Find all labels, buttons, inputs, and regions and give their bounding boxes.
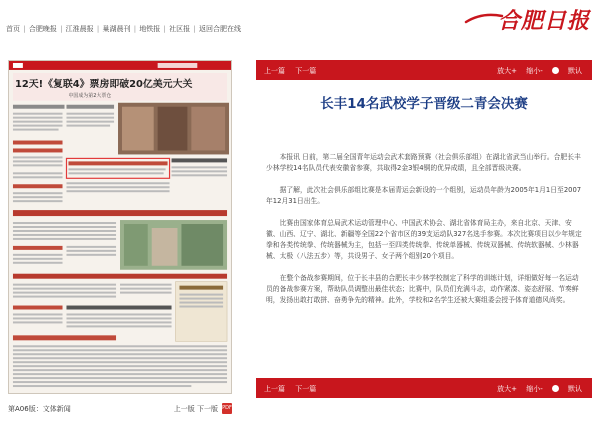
- default-circle-icon: [552, 385, 559, 392]
- article-nav-bottom: [264, 384, 324, 394]
- zoom-in-button[interactable]: 放大+: [497, 67, 517, 75]
- paper-headline: 12天!《复联4》票房即破20亿美元大关: [14, 78, 193, 90]
- nav-separator: |: [23, 25, 26, 33]
- article-title: 长丰14名武校学子晋级二青会决赛: [320, 96, 528, 112]
- default-size-label: 默认: [568, 67, 582, 75]
- prev-article-link[interactable]: 上一篇: [264, 67, 285, 75]
- default-size-button-bottom[interactable]: [552, 385, 582, 393]
- top-navigation: [0, 0, 600, 40]
- nav-separator: |: [193, 25, 196, 33]
- article-paragraph: 据了解，此次社会俱乐部组比赛是本届青运会新设的一个组别，运动员年龄为2005年1月1日至2007年12月31日出生。: [266, 186, 582, 205]
- nav-separator: |: [96, 25, 100, 33]
- site-logo[interactable]: 合肥日报: [497, 8, 590, 34]
- next-article-link-bottom[interactable]: 下一篇: [295, 385, 317, 393]
- edition-label: 第A06版：文体新闻: [8, 405, 71, 413]
- article-toolbar-bottom: [256, 378, 592, 398]
- nav-separator: |: [133, 25, 137, 33]
- font-size-controls-bottom: [490, 384, 582, 394]
- nav-jianghuai-morning[interactable]: 江淮晨报: [65, 25, 94, 33]
- next-article-link[interactable]: 下一篇: [295, 67, 317, 75]
- paper-sub-headline: 中国成为第2大票仓: [68, 92, 112, 99]
- zoom-out-button[interactable]: 缩小-: [526, 67, 543, 75]
- nav-back-hefei-online[interactable]: 返回合肥在线: [198, 25, 241, 33]
- nav-home[interactable]: 首页: [6, 25, 20, 33]
- prev-page-link[interactable]: 上一版: [173, 405, 195, 413]
- newspaper-page-image: [9, 61, 231, 393]
- nav-hefei-evening[interactable]: 合肥晚报: [28, 25, 57, 33]
- article-body: [266, 152, 584, 317]
- font-size-controls: [490, 66, 582, 76]
- prev-article-link-bottom[interactable]: 上一篇: [264, 385, 285, 393]
- nav-chaohu-morning[interactable]: 巢湖晨刊: [102, 25, 131, 33]
- default-circle-icon: [552, 67, 559, 74]
- nav-community[interactable]: 社区报: [169, 25, 191, 33]
- nav-metro[interactable]: 地铁报: [139, 25, 161, 33]
- zoom-out-button-bottom[interactable]: 缩小-: [526, 385, 543, 393]
- article-paragraph: 本报讯 日前，第二届全国青年运动会武术套路预赛（社会俱乐部组）在湖北省武当山举行。合肥长丰少林学校14名队员代表安徽省参赛，共取得2金3银4铜的优异成绩，且全部晋级决赛。: [266, 153, 581, 172]
- pdf-icon[interactable]: PDF: [222, 403, 232, 414]
- article-paragraph: 比赛由国家体育总局武术运动管理中心、中国武术协会、湖北省体育局主办，来自北京、天津、安徽、山西、辽宁、湖北、新疆等全国22个省市区的39支运动队327名选手参赛。本次比赛项目以少年规定拳和各类传统拳、传统器械为主，包括一至四类传统拳、传统单器械、传统双器械、传统软器械、少林器械、太极（八法五步）等，共设男子、女子两个组别20个项目。: [266, 219, 582, 260]
- nav-separator: |: [163, 25, 166, 33]
- nav-separator: |: [60, 25, 63, 33]
- default-size-button[interactable]: [552, 67, 582, 75]
- article-paragraph: 在整个备战参赛期间，位于长丰县的合肥长丰少林学校制定了科学的训练计划，详细做好每一名运动员的备战参赛方案，帮助队员调整出最佳状态；比赛中，队员们充满斗志，动作紧凑、姿态舒展、节奏鲜明，发扬出敢打敢拼、奋勇争先的精神。此外，学校和2名学生还被大赛组委会授予体育道德风尚奖。: [266, 274, 579, 304]
- default-size-label: 默认: [568, 385, 582, 393]
- page-navigation: [174, 404, 218, 414]
- article-nav: [264, 66, 324, 76]
- next-page-link[interactable]: 下一版: [197, 405, 218, 413]
- article-panel: [256, 60, 592, 429]
- newspaper-page-thumbnail[interactable]: [8, 60, 232, 394]
- article-toolbar-top: [256, 60, 592, 80]
- zoom-in-button-bottom[interactable]: 放大+: [497, 385, 517, 393]
- page-footer: [8, 402, 232, 416]
- site-nav-links: [6, 24, 241, 34]
